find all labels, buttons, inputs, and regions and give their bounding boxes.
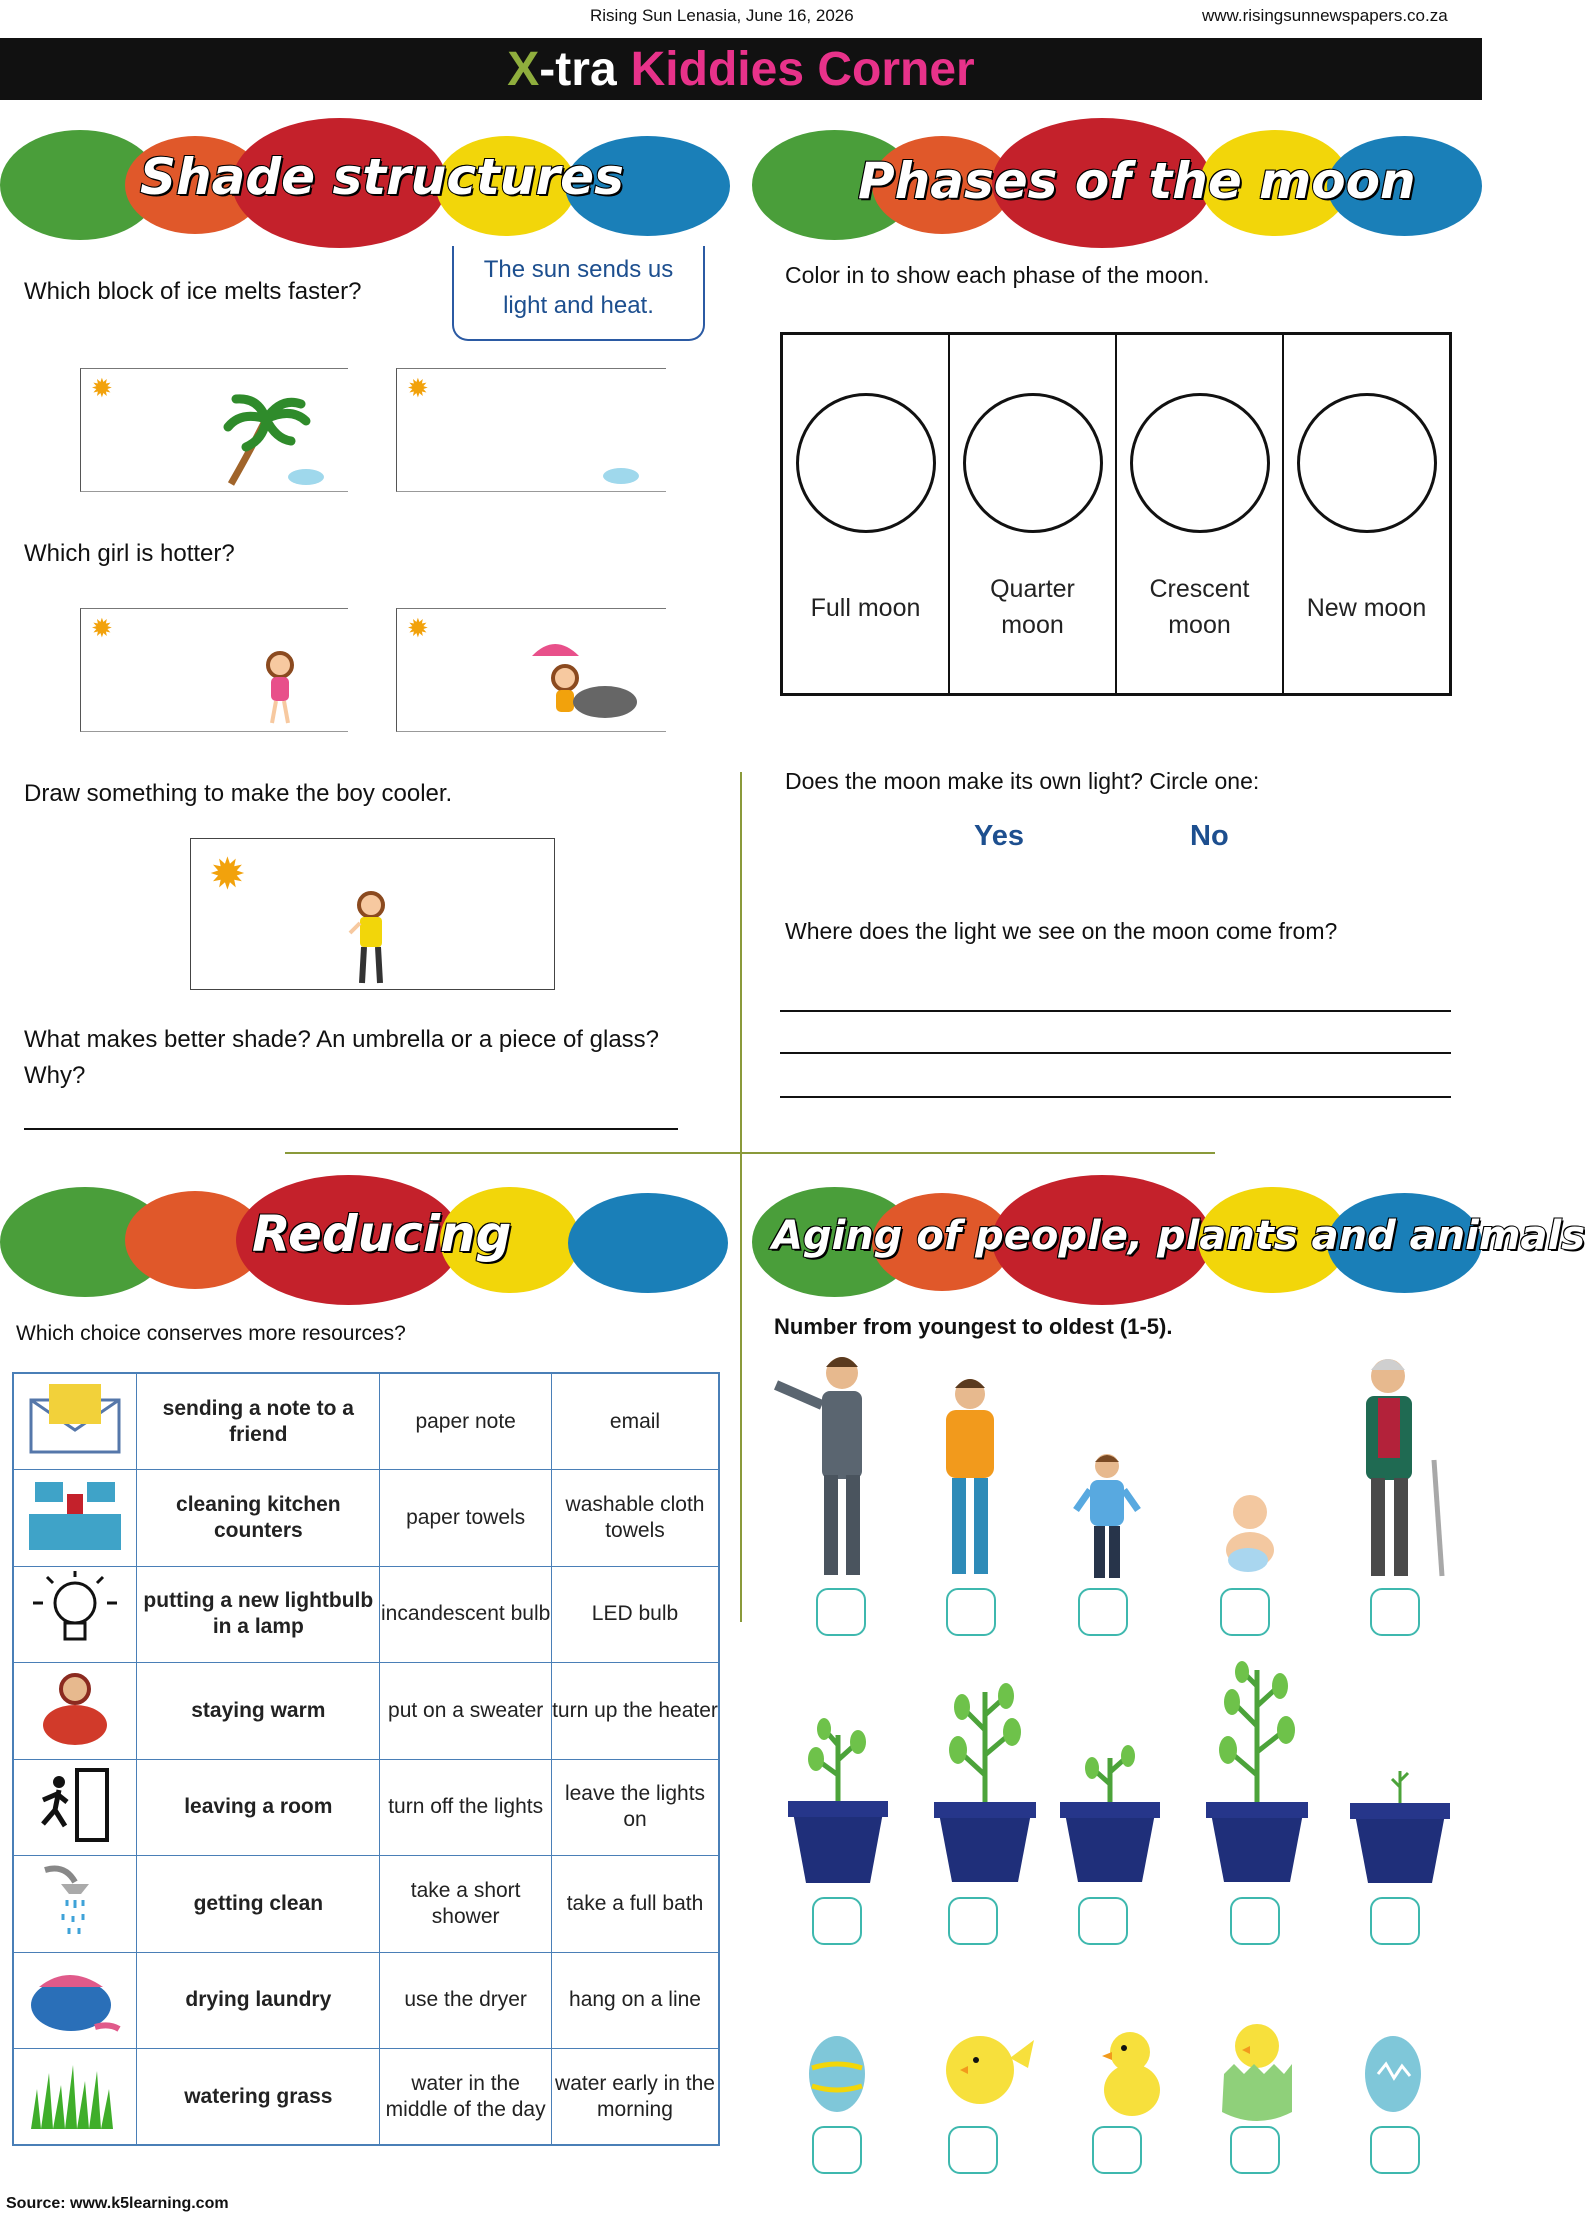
row-icon-cell xyxy=(13,2049,137,2146)
exit-door-icon xyxy=(25,1826,125,1849)
answer-box[interactable] xyxy=(1078,1897,1128,1945)
choice-b-cell[interactable]: take a full bath xyxy=(551,1856,719,1953)
activity-cell: getting clean xyxy=(137,1856,380,1953)
row-icon-cell xyxy=(13,1566,137,1663)
moon-cell xyxy=(783,335,950,693)
answer-box[interactable] xyxy=(1220,1588,1270,1636)
chick-hatching-icon xyxy=(1212,2012,1302,2122)
activity-cell: cleaning kitchen counters xyxy=(137,1470,380,1567)
ice-block-icon xyxy=(597,464,647,488)
moon-label: Crescent moon xyxy=(1149,575,1250,639)
reducing-banner-title: Reducing xyxy=(252,1205,512,1263)
reducing-row xyxy=(13,1759,719,1856)
website-line: www.risingsunnewspapers.co.za xyxy=(1202,6,1448,25)
answer-box[interactable] xyxy=(1078,1588,1128,1636)
moon-label: Full moon xyxy=(810,594,921,622)
plant-pot-icon xyxy=(1060,1740,1160,1885)
ice-scene-palm xyxy=(80,368,348,492)
choice-b-cell[interactable]: email xyxy=(551,1373,719,1470)
egg-cracked-icon xyxy=(1358,2028,1428,2118)
title-tra: -tra xyxy=(539,42,617,96)
yes-option[interactable]: Yes xyxy=(974,820,1024,852)
answer-line[interactable] xyxy=(24,1128,678,1130)
activity-cell: drying laundry xyxy=(137,1952,380,2049)
shade-banner-title: Shade structures xyxy=(140,148,624,206)
answer-box[interactable] xyxy=(812,2126,862,2174)
activity-cell: leaving a room xyxy=(137,1759,380,1856)
answer-box[interactable] xyxy=(1230,2126,1280,2174)
row-icon-cell xyxy=(13,1759,137,1856)
moon-circle[interactable] xyxy=(796,393,936,533)
answer-box[interactable] xyxy=(1092,2126,1142,2174)
reducing-row xyxy=(13,1470,719,1567)
reducing-banner xyxy=(0,1175,730,1295)
answer-box[interactable] xyxy=(946,1588,996,1636)
choice-a-cell[interactable]: water in the middle of the day xyxy=(380,2049,552,2146)
moon-circle[interactable] xyxy=(1130,393,1270,533)
no-option[interactable]: No xyxy=(1190,820,1229,852)
answer-box[interactable] xyxy=(1230,1897,1280,1945)
chick-flying-icon xyxy=(930,2018,1040,2118)
answer-box[interactable] xyxy=(948,2126,998,2174)
answer-box[interactable] xyxy=(812,1897,862,1945)
row-icon-cell xyxy=(13,1373,137,1470)
choice-b-cell[interactable]: hang on a line xyxy=(551,1952,719,2049)
girl-scene-umbrella xyxy=(396,608,666,732)
palm-tree-icon xyxy=(211,389,341,489)
shower-icon xyxy=(25,1922,125,1945)
shade-banner xyxy=(0,118,730,238)
section-divider-vertical xyxy=(740,772,742,1622)
own-light-question: Does the moon make its own light? Circle one: xyxy=(785,768,1260,794)
choice-a-cell[interactable]: take a short shower xyxy=(380,1856,552,1953)
page-title-bar xyxy=(0,38,1482,100)
moon-banner-title: Phases of the moon xyxy=(858,152,1416,210)
man-adult-icon xyxy=(772,1345,882,1585)
shade-question: What makes better shade? An umbrella or a piece of glass? Why? xyxy=(24,1026,660,1089)
seedling-pot-icon xyxy=(1350,1765,1450,1885)
envelope-icon xyxy=(25,1440,125,1463)
egg-icon xyxy=(802,2028,872,2118)
row-icon-cell xyxy=(13,1663,137,1760)
title-kiddies-corner: Kiddies Corner xyxy=(630,42,975,96)
moon-label: New moon xyxy=(1306,594,1427,622)
moon-cell xyxy=(1284,335,1449,693)
ice-question: Which block of ice melts faster? xyxy=(24,278,362,305)
baby-icon xyxy=(1210,1490,1290,1580)
moon-phases-table xyxy=(780,332,1452,696)
choice-a-cell[interactable]: turn off the lights xyxy=(380,1759,552,1856)
plant-pot-icon xyxy=(1202,1660,1312,1885)
choice-b-cell[interactable]: washable cloth towels xyxy=(551,1470,719,1567)
source-credit: Source: www.k5learning.com xyxy=(6,2195,229,2212)
reducing-row xyxy=(13,1952,719,2049)
reducing-row xyxy=(13,1566,719,1663)
choice-a-cell[interactable]: use the dryer xyxy=(380,1952,552,2049)
sun-icon: ✹ xyxy=(91,373,113,403)
moon-label: Quarter moon xyxy=(990,575,1075,639)
moon-banner xyxy=(752,118,1482,238)
plant-pot-icon xyxy=(930,1680,1040,1885)
activity-cell: staying warm xyxy=(137,1663,380,1760)
choice-a-cell[interactable]: paper note xyxy=(380,1373,552,1470)
choice-b-cell[interactable]: leave the lights on xyxy=(551,1759,719,1856)
activity-cell: watering grass xyxy=(137,2049,380,2146)
answer-box[interactable] xyxy=(1370,2126,1420,2174)
choice-a-cell[interactable]: incandescent bulb xyxy=(380,1566,552,1663)
title-x: X xyxy=(507,42,540,96)
choice-b-cell[interactable]: LED bulb xyxy=(551,1566,719,1663)
reducing-row xyxy=(13,1373,719,1470)
moon-cell xyxy=(950,335,1117,693)
kitchen-icon xyxy=(25,1536,125,1559)
young-man-icon xyxy=(930,1372,1010,1582)
girl-scene-sun xyxy=(80,608,348,732)
choice-b-cell[interactable]: turn up the heater xyxy=(551,1663,719,1760)
reducing-table xyxy=(12,1372,720,2146)
reducing-question: Which choice conserves more resources? xyxy=(16,1322,406,1345)
girl-umbrella-icon xyxy=(527,634,647,734)
boy-child-icon xyxy=(1072,1450,1142,1585)
answer-box[interactable] xyxy=(948,1897,998,1945)
plant-pot-icon xyxy=(788,1715,888,1885)
reducing-row xyxy=(13,2049,719,2146)
light-source-question: Where does the light we see on the moon come from? xyxy=(785,918,1338,944)
answer-line[interactable] xyxy=(780,1052,1451,1054)
aging-banner-title: Aging of people, plants and animals xyxy=(772,1213,1585,1259)
elderly-man-icon xyxy=(1338,1348,1458,1583)
sun-icon: ✹ xyxy=(209,850,246,899)
chick-icon xyxy=(1090,2022,1170,2122)
answer-box[interactable] xyxy=(1370,1897,1420,1945)
activity-cell: putting a new lightbulb in a lamp xyxy=(137,1566,380,1663)
choice-a-cell[interactable]: paper towels xyxy=(380,1470,552,1567)
warm-person-icon xyxy=(25,1729,125,1752)
lightbulb-icon xyxy=(25,1633,125,1656)
sun-icon: ✹ xyxy=(407,613,429,643)
moon-circle[interactable] xyxy=(963,393,1103,533)
aging-banner xyxy=(752,1175,1585,1295)
sun-icon: ✹ xyxy=(91,613,113,643)
answer-box[interactable] xyxy=(1370,1588,1420,1636)
ice-scene-open xyxy=(396,368,666,492)
sun-icon: ✹ xyxy=(407,373,429,403)
row-icon-cell xyxy=(13,1470,137,1567)
moon-cell xyxy=(1117,335,1284,693)
reducing-row xyxy=(13,1856,719,1953)
reducing-row xyxy=(13,1663,719,1760)
row-icon-cell xyxy=(13,1952,137,2049)
boy-question: Draw something to make the boy cooler. xyxy=(24,780,453,807)
activity-cell: sending a note to a friend xyxy=(137,1373,380,1470)
answer-box[interactable] xyxy=(816,1588,866,1636)
moon-circle[interactable] xyxy=(1297,393,1437,533)
section-divider-horizontal xyxy=(285,1152,1215,1154)
choice-a-cell[interactable]: put on a sweater xyxy=(380,1663,552,1760)
balloon-blue xyxy=(568,1193,728,1293)
answer-line[interactable] xyxy=(780,1096,1451,1098)
boy-drawing-area[interactable] xyxy=(190,838,555,990)
answer-line[interactable] xyxy=(780,1010,1451,1012)
choice-b-cell[interactable]: water early in the morning xyxy=(551,2049,719,2146)
moon-instruction: Color in to show each phase of the moon. xyxy=(785,262,1210,288)
grass-icon xyxy=(25,2115,125,2138)
publication-line: Rising Sun Lenasia, June 16, 2026 xyxy=(590,6,854,25)
aging-instruction: Number from youngest to oldest (1-5). xyxy=(774,1314,1173,1339)
sun-note-text: The sun sends us light and heat. xyxy=(483,256,674,319)
boy-icon xyxy=(346,889,396,989)
girl-question: Which girl is hotter? xyxy=(24,540,235,567)
girl-icon xyxy=(256,649,306,729)
row-icon-cell xyxy=(13,1856,137,1953)
sun-note-box xyxy=(452,246,705,341)
laundry-basket-icon xyxy=(25,2019,125,2042)
